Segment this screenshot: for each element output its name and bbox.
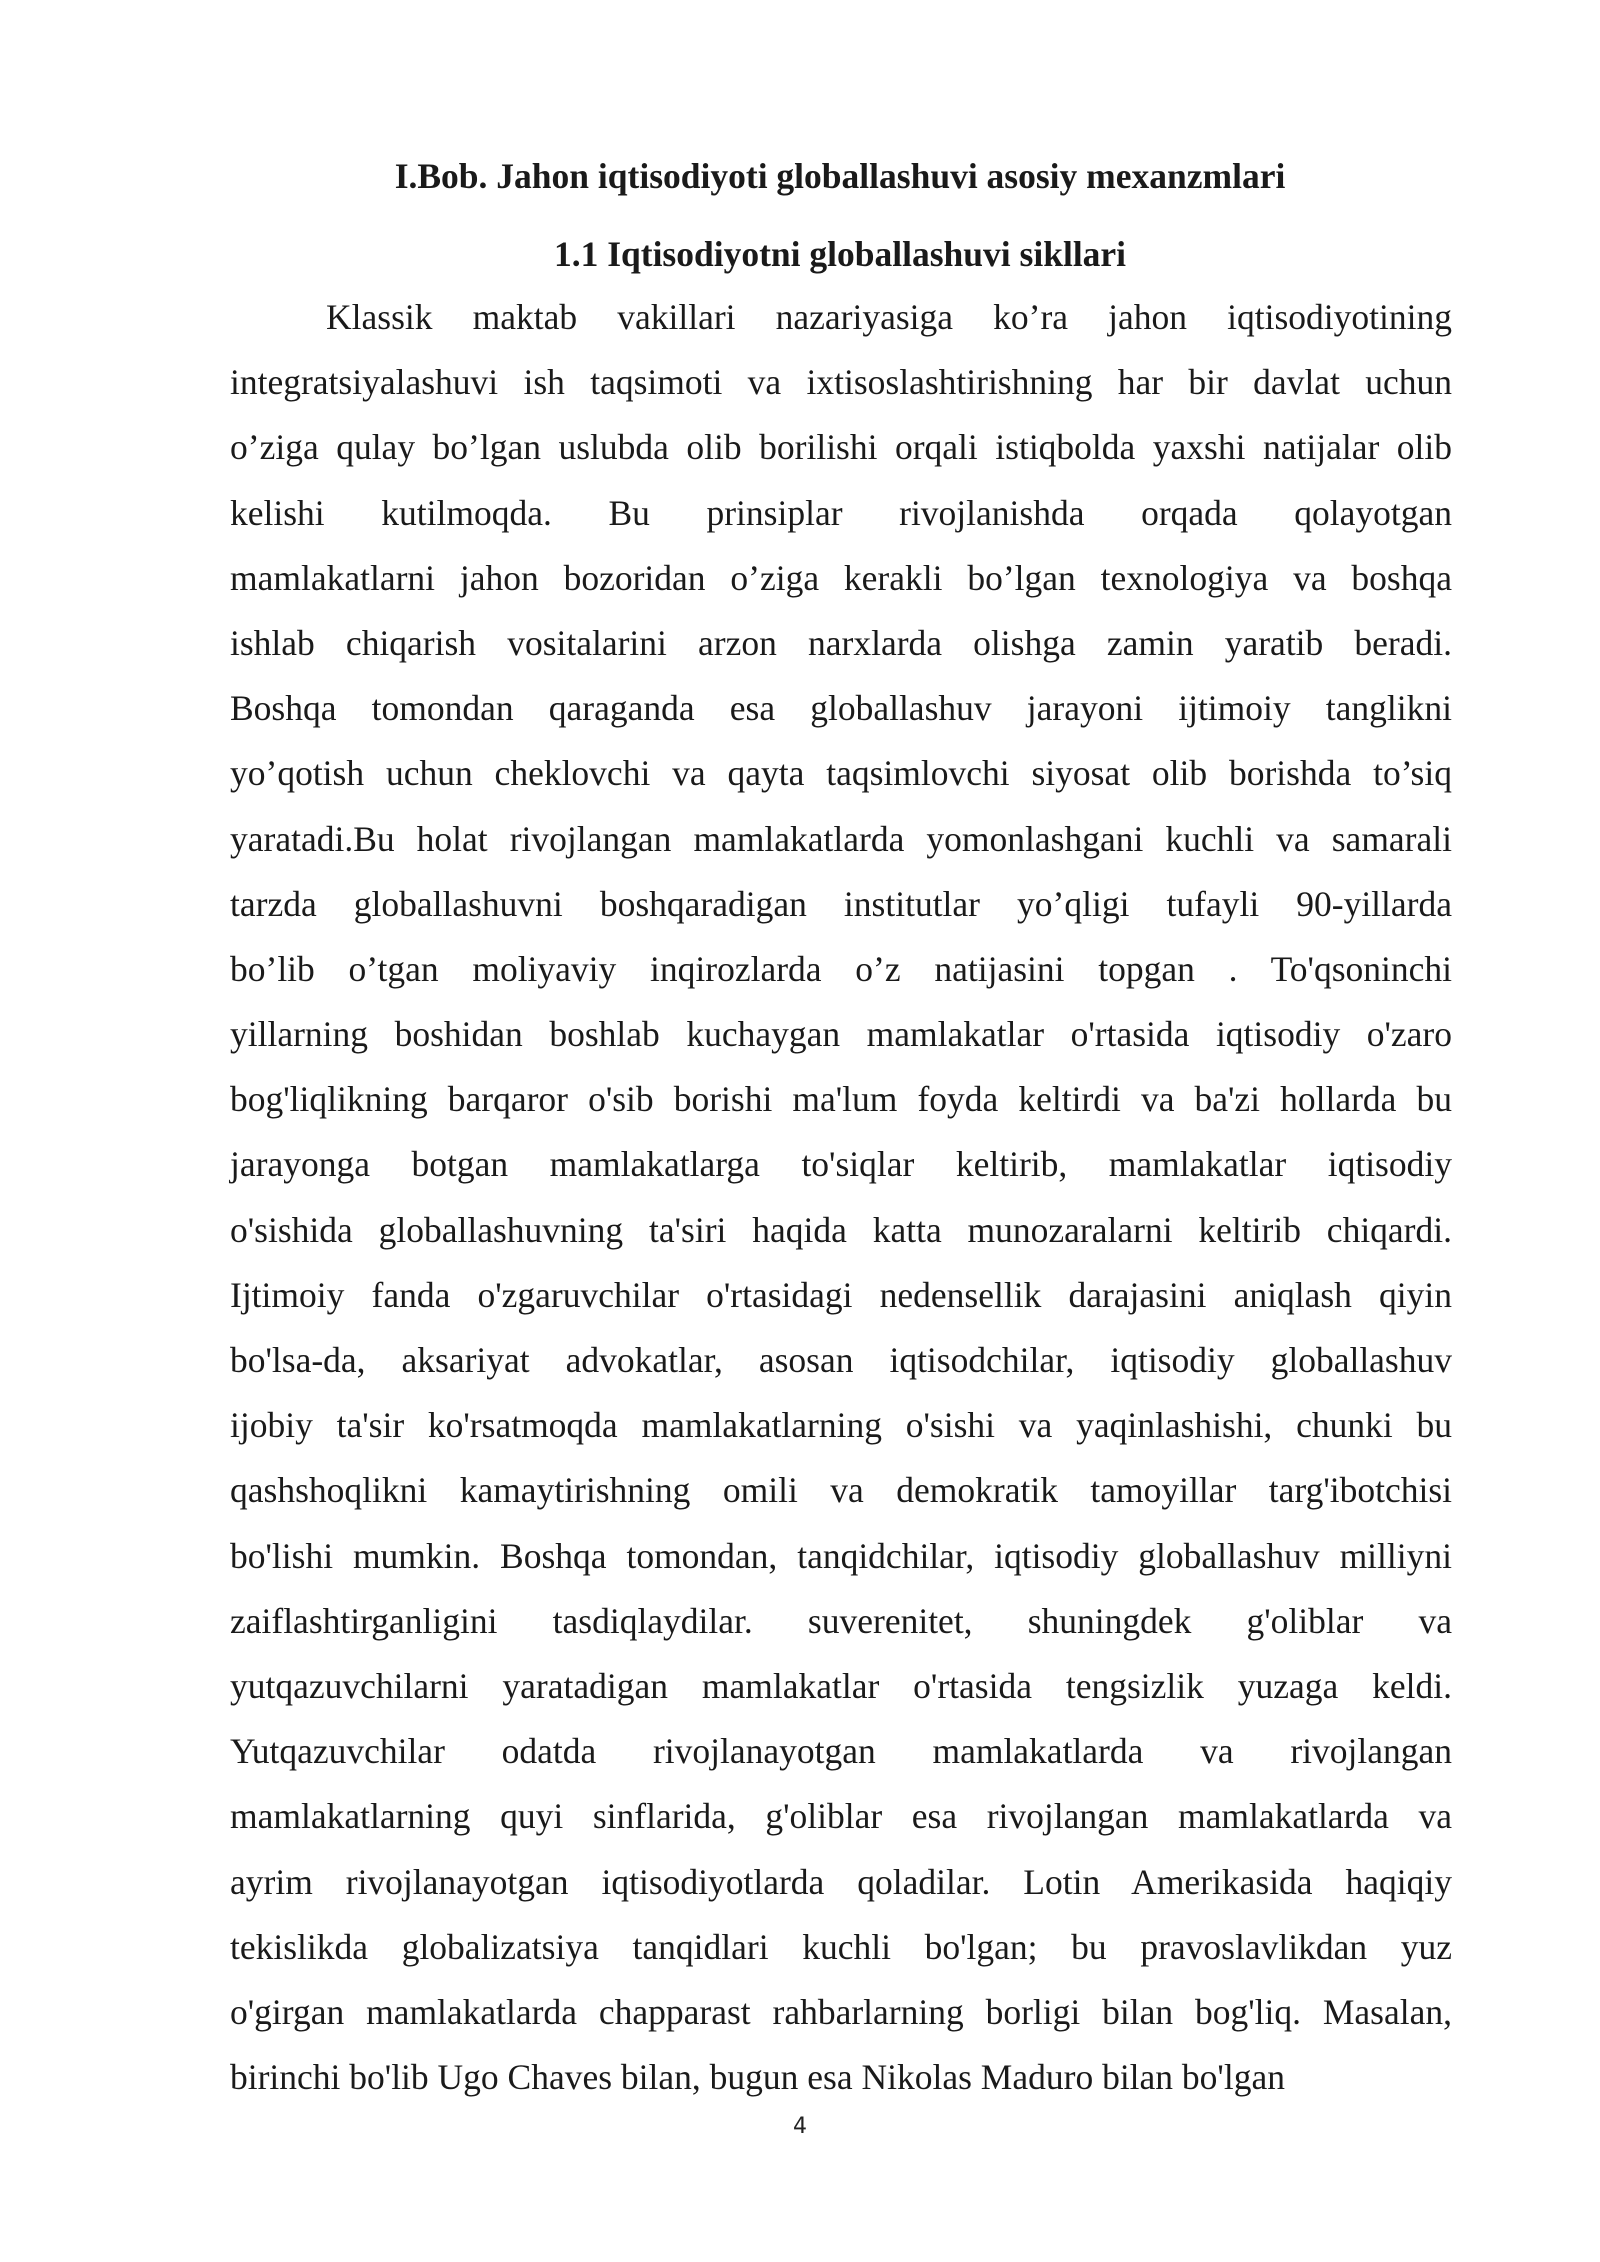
- paragraph-line: bo'lsa-da, aksariyat advokatlar, asosan iqtisodchilar, iqtisodiy globallashuv: [230, 1340, 1452, 1380]
- paragraph-line: bog'liqlikning barqaror o'sib borishi ma'lum foyda keltirdi va ba'zi hollarda bu: [230, 1079, 1452, 1120]
- paragraph-line: Boshqa tomondan qaraganda esa globallashuv jarayoni ijtimoiy tanglikni: [230, 688, 1452, 729]
- paragraph-line: birinchi bo'lib Ugo Chaves bilan, bugun esa Nikolas Maduro bilan bo'lgan: [230, 2057, 1285, 2098]
- paragraph-line: tarzda globallashuvni boshqaradigan institutlar yo’qligi tufayli 90-yillarda: [230, 883, 1452, 924]
- paragraph-line: Yutqazuvchilar odatda rivojlanayotgan mamlakatlarda va rivojlangan: [230, 1731, 1452, 1772]
- paragraph-line: kelishi kutilmoqda. Bu prinsiplar rivojlanishda orqada qolayotgan: [230, 492, 1452, 533]
- paragraph-line: tekislikda globalizatsiya tanqidlari kuchli bo'lgan; bu pravoslavlikdan yuz: [230, 1926, 1452, 1967]
- paragraph-line: yo’qotish uchun cheklovchi va qayta taqsimlovchi siyosat olib borishda to’siq: [230, 753, 1452, 794]
- paragraph-line: o'sishida globallashuvning ta'siri haqida katta munozaralarni keltirib chiqardi.: [230, 1209, 1452, 1250]
- paragraph-line: yaratadi.Bu holat rivojlangan mamlakatlarda yomonlashgani kuchli va samarali: [230, 818, 1452, 859]
- paragraph-line: bo’lib o’tgan moliyaviy inqirozlarda o’z natijasini topgan . To'qsoninchi: [230, 948, 1452, 989]
- section-title: 1.1 Iqtisodiyotni globallashuvi sikllari: [553, 234, 1127, 274]
- paragraph-line: Ijtimoiy fanda o'zgaruvchilar o'rtasidagi nedensellik darajasini aniqlash qiyin: [230, 1274, 1452, 1315]
- paragraph-line: o’ziga qulay bo’lgan uslubda olib borilishi orqali istiqbolda yaxshi natijalar olib: [230, 427, 1452, 468]
- paragraph-line: ayrim rivojlanayotgan iqtisodiyotlarda qoladilar. Lotin Amerikasida haqiqiy: [230, 1861, 1452, 1902]
- paragraph-line: zaiflashtirganligini tasdiqlaydilar. suverenitet, shuningdek g'oliblar va: [230, 1600, 1452, 1641]
- paragraph-line: integratsiyalashuvi ish taqsimoti va ixtisoslashtirishning har bir davlat uchun: [230, 362, 1452, 403]
- paragraph-line: qashshoqlikni kamaytirishning omili va demokratik tamoyillar targ'ibotchisi: [230, 1470, 1452, 1511]
- paragraph-line: ishlab chiqarish vositalarini arzon narxlarda olishga zamin yaratib beradi.: [230, 622, 1452, 663]
- page-number: 4: [793, 2114, 807, 2139]
- paragraph-line: yutqazuvchilarni yaratadigan mamlakatlar o'rtasida tengsizlik yuzaga keldi.: [230, 1665, 1452, 1706]
- chapter-title: I.Bob. Jahon iqtisodiyoti globallashuvi asosiy mexanzmlari: [394, 156, 1286, 196]
- paragraph-line: mamlakatlarning quyi sinflarida, g'oliblar esa rivojlangan mamlakatlarda va: [230, 1796, 1452, 1837]
- paragraph-line: Klassik maktab vakillari nazariyasiga ko’ra jahon iqtisodiyotining: [326, 297, 1452, 337]
- paragraph-line: mamlakatlarni jahon bozoridan o’ziga kerakli bo’lgan texnologiya va boshqa: [230, 557, 1452, 598]
- paragraph-line: bo'lishi mumkin. Boshqa tomondan, tanqidchilar, iqtisodiy globallashuv milliyni: [230, 1535, 1452, 1576]
- paragraph-line: yillarning boshidan boshlab kuchaygan mamlakatlar o'rtasida iqtisodiy o'zaro: [230, 1014, 1452, 1055]
- paragraph-line: jarayonga botgan mamlakatlarga to'siqlar keltirib, mamlakatlar iqtisodiy: [230, 1144, 1452, 1185]
- paragraph-line: ijobiy ta'sir ko'rsatmoqda mamlakatlarning o'sishi va yaqinlashishi, chunki bu: [230, 1405, 1452, 1446]
- body-paragraph: [230, 292, 1452, 2117]
- paragraph-line: o'girgan mamlakatlarda chapparast rahbarlarning borligi bilan bog'liq. Masalan,: [230, 1991, 1452, 2032]
